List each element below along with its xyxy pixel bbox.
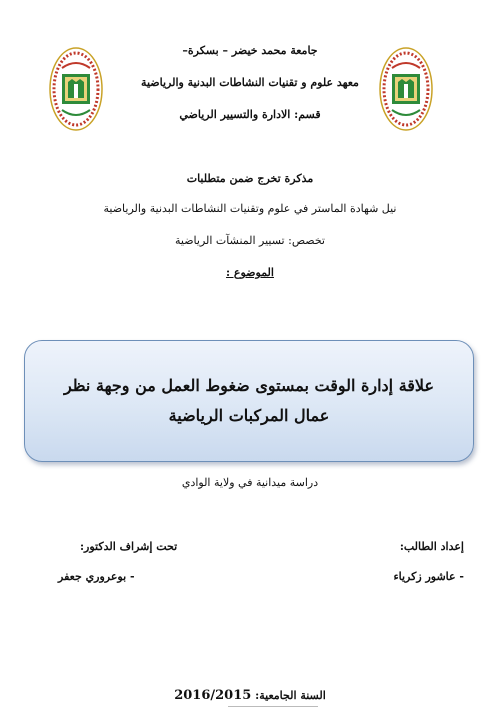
academic-year (0, 688, 500, 703)
study-location: دراسة ميدانية في ولاية الوادي (181, 476, 319, 489)
institute-name: معهد علوم و تقنيات النشاطات البدنية والرياضية (141, 76, 359, 89)
student-label: إعداد الطالب: (399, 540, 464, 553)
academic-year-label: السنة الجامعية: (255, 689, 326, 702)
thesis-title-box (24, 340, 474, 462)
university-name: جامعة محمد خيضر – بسكرة– (182, 44, 318, 57)
university-logo-left (48, 46, 104, 136)
subject-label: الموضوع : (226, 266, 274, 279)
bottom-divider (228, 706, 318, 707)
academic-year-value: 2016/2015 (174, 688, 252, 703)
student-name: - عاشور زكرياء (393, 570, 464, 583)
department-name: قسم: الادارة والتسيير الرياضي (179, 108, 321, 121)
specialty: تخصص: تسيير المنشآت الرياضية (174, 234, 325, 247)
university-logo-right (378, 46, 434, 136)
supervisor-label: تحت إشراف الدكتور: (80, 540, 178, 553)
memo-line-1: مذكرة تخرج ضمن متطلبات (186, 172, 314, 185)
memo-line-2: نيل شهادة الماستر في علوم وتقنيات النشاطات البدنية والرياضية (103, 202, 397, 215)
supervisor-name: - بوعروري جعفر (58, 570, 135, 583)
thesis-title: علاقة إدارة الوقت بمستوى ضغوط العمل من وجهة نظر عمال المركبات الرياضية (63, 376, 435, 425)
